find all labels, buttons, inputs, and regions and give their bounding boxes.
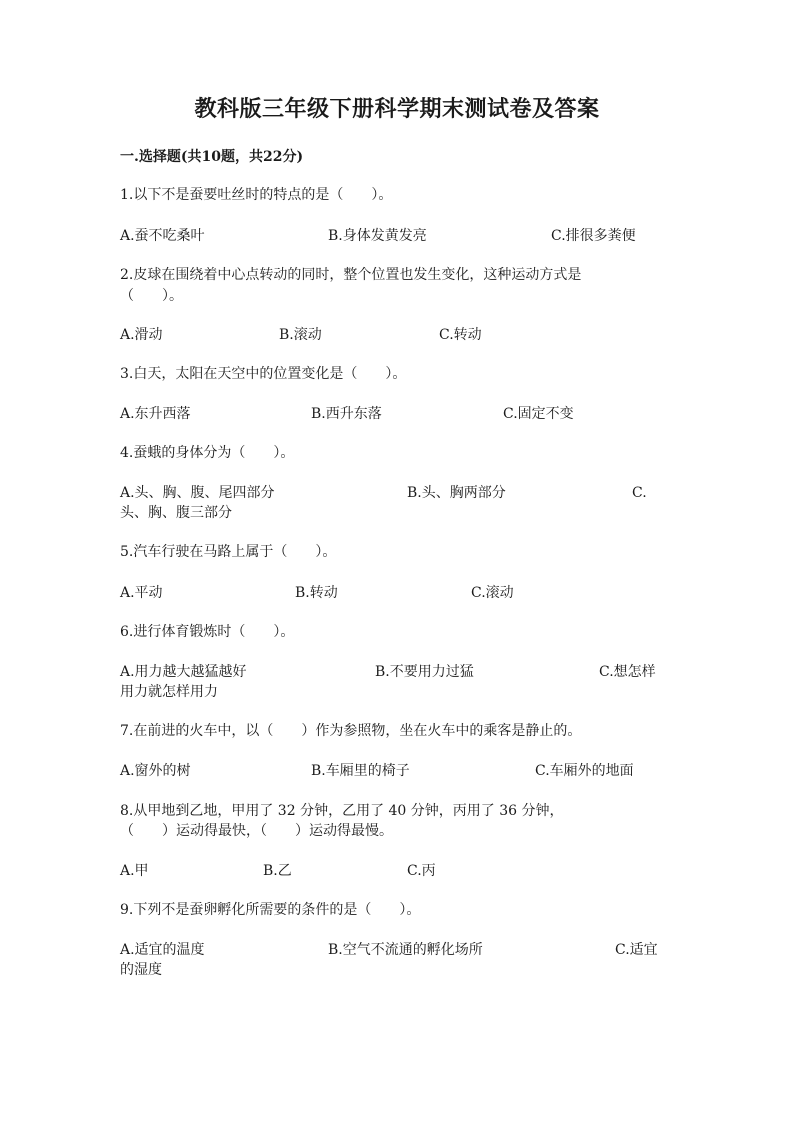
- question-6-stem: 6.进行体育锻炼时（ ）。: [120, 624, 295, 640]
- question-7-stem: 7.在前进的火车中，以（ ）作为参照物，坐在火车中的乘客是静止的。: [120, 723, 582, 739]
- option-c: C.转动: [439, 327, 482, 343]
- question-9-option-c-wrap: 的湿度: [120, 962, 162, 978]
- question-7-options: [120, 761, 675, 781]
- option-c: C.想怎样: [599, 664, 656, 680]
- page-title: 教科版三年级下册科学期末测试卷及答案: [194, 96, 600, 122]
- question-4-options: [120, 483, 675, 503]
- option-a: A.用力越大越猛越好: [120, 664, 247, 680]
- option-a: A.东升西落: [120, 406, 191, 422]
- option-b: B.不要用力过猛: [375, 664, 474, 680]
- option-b: B.身体发黄发亮: [328, 228, 427, 244]
- question-3-options: [120, 404, 675, 424]
- option-c: C.丙: [407, 863, 436, 879]
- question-6-option-c-wrap: 用力就怎样用力: [120, 684, 218, 700]
- question-9-stem: 9.下列不是蚕卵孵化所需要的条件的是（ ）。: [120, 902, 421, 918]
- option-a: A.蚕不吃桑叶: [120, 228, 205, 244]
- question-1-stem: 1.以下不是蚕要吐丝时的特点的是（ ）。: [120, 187, 393, 203]
- question-6-options: [120, 662, 675, 682]
- option-c: C.适宜: [615, 942, 658, 958]
- option-b: B.车厢里的椅子: [311, 763, 410, 779]
- question-2-options: [120, 325, 675, 345]
- question-4-stem: 4.蚕蛾的身体分为（ ）。: [120, 445, 295, 461]
- question-2-stem-line1: 2.皮球在围绕着中心点转动的同时，整个位置也发生变化，这种运动方式是: [120, 267, 582, 283]
- option-b: B.乙: [263, 863, 292, 879]
- option-c: C.滚动: [471, 585, 514, 601]
- question-5-stem: 5.汽车行驶在马路上属于（ ）。: [120, 544, 337, 560]
- question-9-options: [120, 940, 675, 960]
- option-c: C.车厢外的地面: [535, 763, 634, 779]
- question-4-option-c-wrap: 头、胸、腹三部分: [120, 505, 232, 521]
- option-a: A.窗外的树: [120, 763, 191, 779]
- option-a: A.平动: [120, 585, 163, 601]
- option-a: A.头、胸、腹、尾四部分: [120, 485, 275, 501]
- question-3-stem: 3.白天，太阳在天空中的位置变化是（ ）。: [120, 366, 407, 382]
- option-c: C.固定不变: [503, 406, 574, 422]
- option-a: A.滑动: [120, 327, 163, 343]
- question-8-stem-line1: 8.从甲地到乙地，甲用了 32 分钟，乙用了 40 分钟，丙用了 36 分钟，: [120, 803, 564, 819]
- option-b: B.头、胸两部分: [407, 485, 506, 501]
- question-2-stem-line2: （ ）。: [120, 288, 183, 304]
- question-8-options: [120, 861, 675, 881]
- option-a: A.甲: [120, 863, 149, 879]
- question-1-options: [120, 226, 675, 246]
- question-8-stem-line2: （ ）运动得最快，（ ）运动得最慢。: [120, 823, 393, 839]
- option-c: C.: [632, 485, 647, 501]
- section-heading: 一.选择题(共10题，共22分): [120, 149, 304, 165]
- question-5-options: [120, 583, 675, 603]
- option-c: C.排很多粪便: [551, 228, 636, 244]
- option-b: B.西升东落: [311, 406, 382, 422]
- option-b: B.滚动: [279, 327, 322, 343]
- option-b: B.转动: [295, 585, 338, 601]
- option-a: A.适宜的温度: [120, 942, 205, 958]
- option-b: B.空气不流通的孵化场所: [328, 942, 483, 958]
